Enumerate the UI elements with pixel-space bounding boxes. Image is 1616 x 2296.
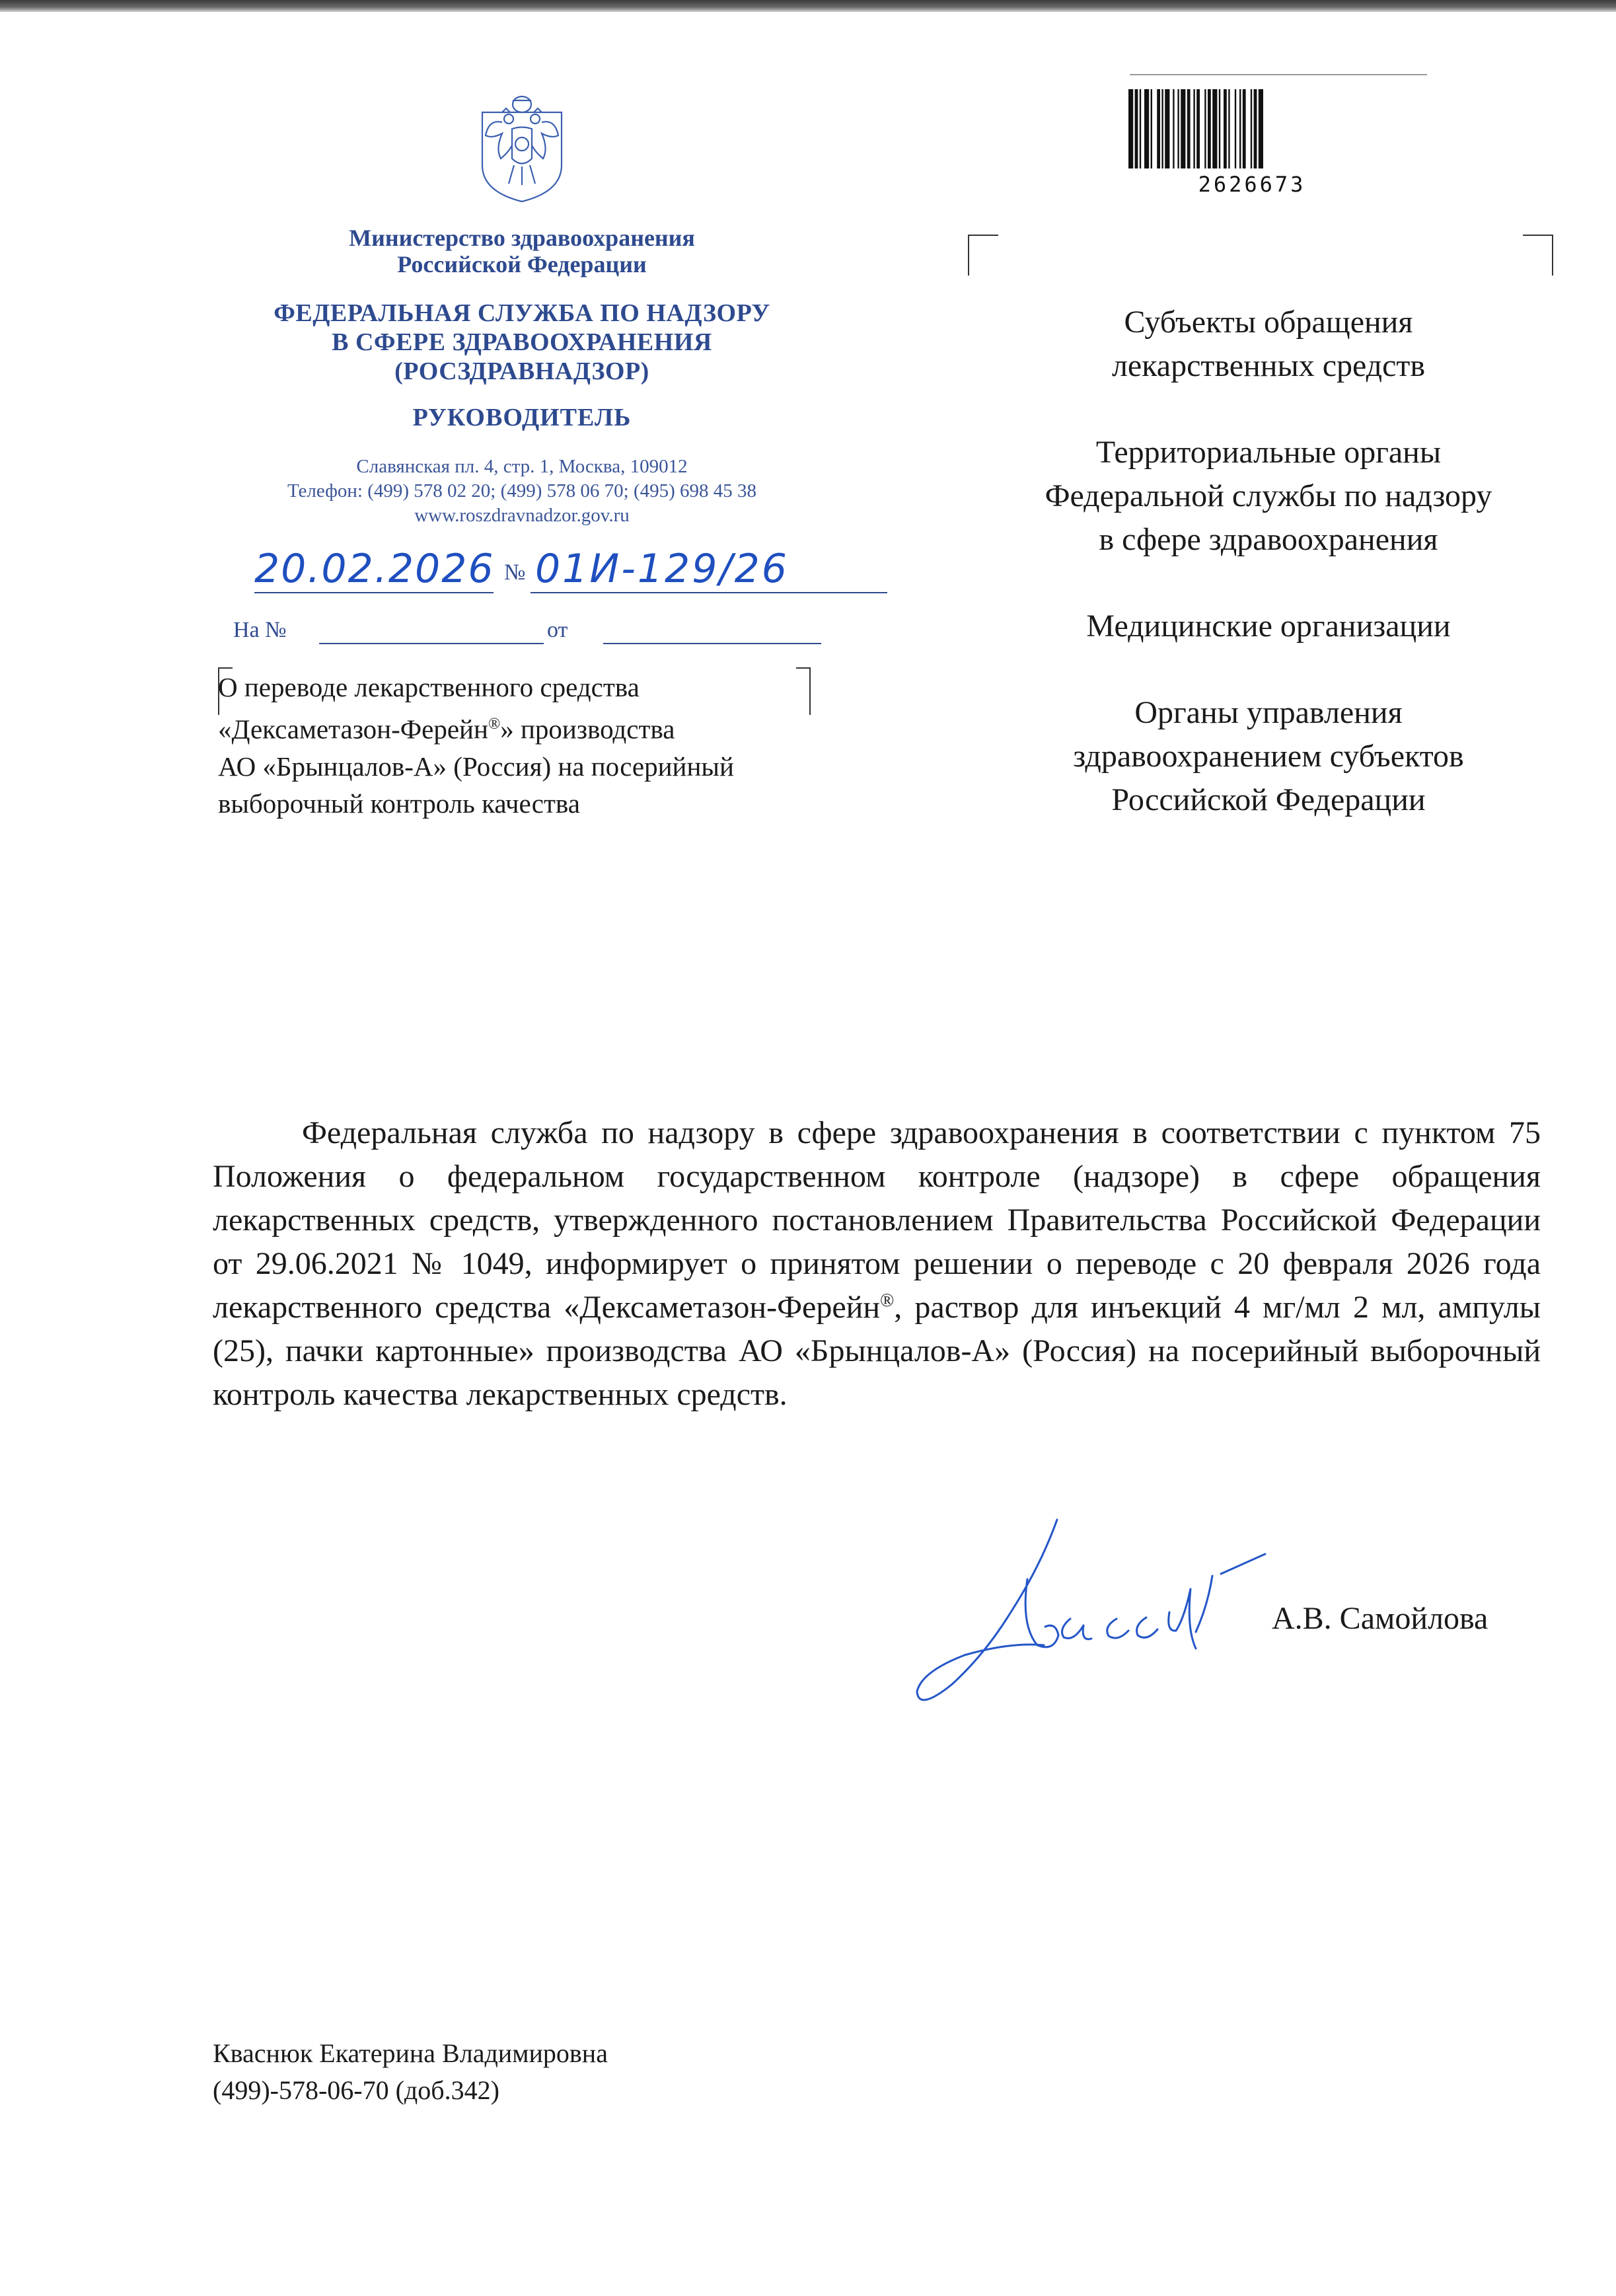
addressee-line: в сфере здравоохранения <box>1099 522 1438 557</box>
position-title: РУКОВОДИТЕЛЬ <box>412 404 632 431</box>
barcode-number: 2626673 <box>1198 172 1306 197</box>
executor-block <box>213 2035 608 2109</box>
addressee-group <box>978 605 1559 648</box>
barcode-bar <box>1208 89 1211 168</box>
barcode-bar <box>1219 89 1220 168</box>
subject-line-3: АО «Брынцалов-А» (Россия) на посерийный <box>218 751 734 782</box>
ministry-line-2: Российской Федерации <box>397 251 647 278</box>
body-text-part-2: , раствор для инъекций 4 мг/мл 2 мл, ампулы (25), пачки картонные» производства АО «Брынцалов-А» (Россия) на посерийный выборочный контроль качества лекарственных средств. <box>213 1290 1541 1412</box>
handwritten-signature <box>905 1513 1328 1724</box>
subject-line-4: выборочный контроль качества <box>218 788 580 819</box>
barcode-bar <box>1173 89 1174 168</box>
service-line-1: ФЕДЕРАЛЬНАЯ СЛУЖБА ПО НАДЗОРУ <box>274 299 770 327</box>
barcode-bars <box>1123 89 1381 168</box>
barcode-bar <box>1239 89 1241 168</box>
number-underline <box>531 592 887 593</box>
barcode-bar <box>1254 89 1257 168</box>
postal-address: Славянская пл. 4, стр. 1, Москва, 109012 <box>356 456 688 477</box>
registration-line <box>254 548 882 601</box>
registration-date: 20.02.2026 <box>254 546 495 592</box>
barcode-bar <box>1157 89 1160 168</box>
addressee-line: Медицинские организации <box>1086 609 1451 644</box>
addressee-line: Субъекты обращения <box>1124 305 1413 340</box>
barcode-bar <box>1251 89 1252 168</box>
barcode-bar <box>1193 89 1194 168</box>
addressee-group <box>978 301 1559 388</box>
barcode-bar <box>1235 89 1236 168</box>
coat-of-arms-emblem <box>462 86 581 205</box>
signer-name: А.В. Самойлова <box>1272 1601 1488 1636</box>
addressee-group <box>978 691 1559 822</box>
contact-block <box>198 455 846 528</box>
addressee-line: лекарственных средств <box>1111 348 1426 383</box>
barcode <box>1123 66 1381 198</box>
executor-name: Кваснюк Екатерина Владимировна <box>213 2038 608 2068</box>
reference-number-blank <box>319 643 544 644</box>
phone-numbers: Телефон: (499) 578 02 20; (499) 578 06 70; (495) 698 45 38 <box>287 480 757 501</box>
barcode-bar <box>1228 89 1230 168</box>
scan-top-edge <box>0 0 1616 12</box>
barcode-bar <box>1128 89 1133 168</box>
barcode-bar <box>1181 89 1185 168</box>
barcode-bar <box>1151 89 1152 168</box>
barcode-bar <box>1204 89 1206 168</box>
barcode-bar <box>1212 89 1217 168</box>
addressee-line: Федеральной службы по надзору <box>1045 478 1492 513</box>
service-line-2: В СФЕРЕ ЗДРАВООХРАНЕНИЯ <box>332 328 712 356</box>
barcode-bar <box>1187 89 1191 168</box>
barcode-bar <box>1165 89 1169 168</box>
addressee-group <box>978 431 1559 562</box>
registered-mark: ® <box>880 1290 895 1311</box>
barcode-bar <box>1144 89 1149 168</box>
number-label: № <box>504 560 526 585</box>
executor-phone: (499)-578-06-70 (доб.342) <box>213 2075 499 2105</box>
addressee-line: здравоохранением субъектов <box>1073 739 1464 774</box>
website: www.roszdravnadzor.gov.ru <box>414 505 630 526</box>
addressee-bracket-left <box>968 235 998 276</box>
subject-line-1: О переводе лекарственного средства <box>218 672 640 702</box>
letter-body <box>213 1111 1541 1417</box>
letter-subject <box>218 669 879 822</box>
barcode-bar <box>1161 89 1163 168</box>
reference-line <box>233 618 828 651</box>
barcode-bar <box>1135 89 1138 168</box>
reference-number-label: На № <box>233 618 287 642</box>
barcode-bar <box>1224 89 1227 168</box>
barcode-bar <box>1259 89 1263 168</box>
date-underline <box>254 592 494 593</box>
subject-line-2: «Дексаметазон-Ферейн®» производства <box>218 714 675 745</box>
barcode-bar <box>1140 89 1141 168</box>
reference-date-label: от <box>547 618 568 642</box>
ministry-line-1: Министерство здравоохранения <box>349 225 695 251</box>
registered-mark: ® <box>488 716 501 733</box>
barcode-bar <box>1243 89 1246 168</box>
registration-number: 01И-129/26 <box>535 546 789 592</box>
addressee-bracket-right <box>1523 235 1553 276</box>
reference-date-blank <box>603 643 821 644</box>
addressee-line: Территориальные органы <box>1095 435 1442 470</box>
service-name <box>198 299 846 386</box>
addressee-block <box>978 301 1559 865</box>
barcode-bar <box>1196 89 1200 168</box>
service-line-3: (РОСЗДРАВНАДЗОР) <box>394 357 649 385</box>
addressee-line: Российской Федерации <box>1111 782 1426 817</box>
ministry-name <box>198 225 846 278</box>
addressee-line: Органы управления <box>1134 695 1403 730</box>
body-text-part-1: Федеральная служба по надзору в сфере здравоохранения в соответствии с пунктом 75 Положения о федеральном государственном контроле (надзоре) в сфере обращения лекарственных средств, утвержденного постановлением Правительства Российской Федерации от 29.06.2021 № 1049, информирует о принятом решении о переводе с 20 февраля 2026 года лекарственного средства «Дексаметазон-Ферейн <box>213 1115 1541 1325</box>
barcode-bar <box>1177 89 1179 168</box>
